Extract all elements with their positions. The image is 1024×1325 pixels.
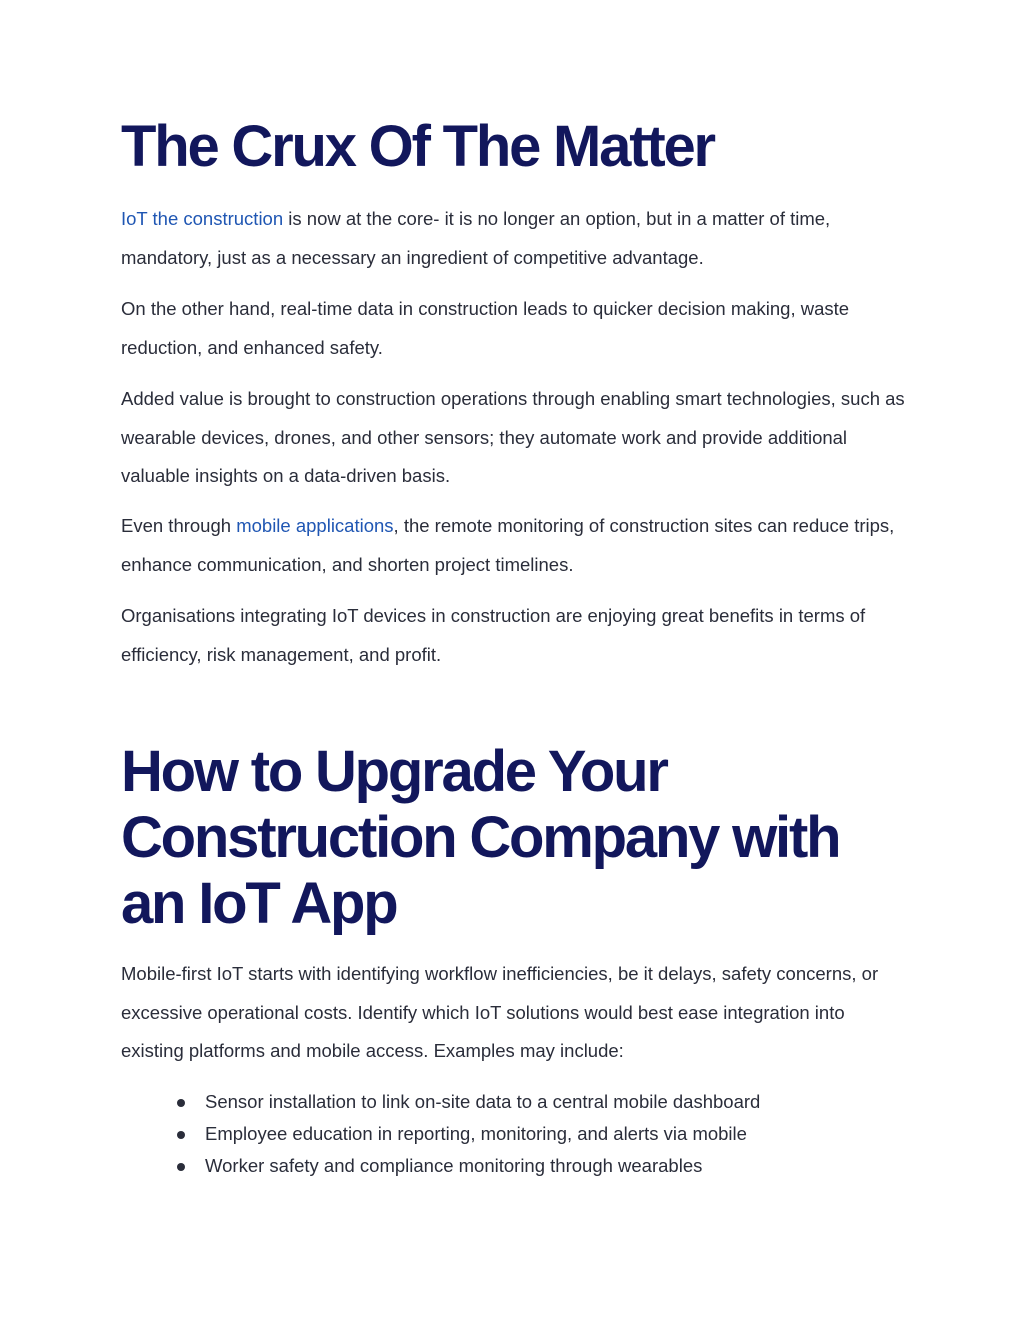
paragraph-mobile-first: Mobile-first IoT starts with identifying workflow inefficiencies, be it delays, safety concerns, or excessive operational costs. Identify which IoT solutions would best ease integration into existing platforms and mobile access. Examples may include: xyxy=(121,963,879,1061)
paragraph-iot-core xyxy=(121,200,911,277)
section-heading-crux: The Crux Of The Matter xyxy=(121,114,714,179)
list-item xyxy=(177,1086,897,1118)
paragraph-added-value: Added value is brought to construction operations through enabling smart technologies, such as wearable devices, drones, and other sensors; they automate work and provide additional valuable insights on a data-driven basis. xyxy=(121,388,905,486)
bullet-icon xyxy=(177,1163,185,1171)
paragraph-mobile-apps xyxy=(121,507,911,584)
mobile-applications-link[interactable]: mobile applications xyxy=(236,515,394,536)
paragraph-mobile-apps-after: , the remote monitoring of construction sites can reduce trips, enhance communication, and shorten project timelines. xyxy=(121,515,895,575)
list-item xyxy=(177,1150,897,1182)
examples-list xyxy=(177,1086,897,1182)
list-item xyxy=(177,1118,897,1150)
paragraph-iot-core-text: is now at the core- it is no longer an option, but in a matter of time, mandatory, just as a necessary an ingredient of competitive advantage. xyxy=(121,208,831,268)
paragraph-organisations: Organisations integrating IoT devices in construction are enjoying great benefits in terms of efficiency, risk management, and profit. xyxy=(121,605,866,665)
bullet-icon xyxy=(177,1131,185,1139)
bullet-icon xyxy=(177,1099,185,1107)
list-item-text: Employee education in reporting, monitoring, and alerts via mobile xyxy=(205,1123,747,1144)
list-item-text: Worker safety and compliance monitoring through wearables xyxy=(205,1155,703,1176)
paragraph-real-time-data: On the other hand, real-time data in construction leads to quicker decision making, waste reduction, and enhanced safety. xyxy=(121,298,850,358)
paragraph-mobile-apps-before: Even through xyxy=(121,515,237,536)
section-heading-upgrade: How to Upgrade Your Construction Company with an IoT App xyxy=(121,739,840,936)
list-item-text: Sensor installation to link on-site data to a central mobile dashboard xyxy=(205,1091,761,1112)
iot-construction-link[interactable]: IoT the construction xyxy=(121,208,284,229)
